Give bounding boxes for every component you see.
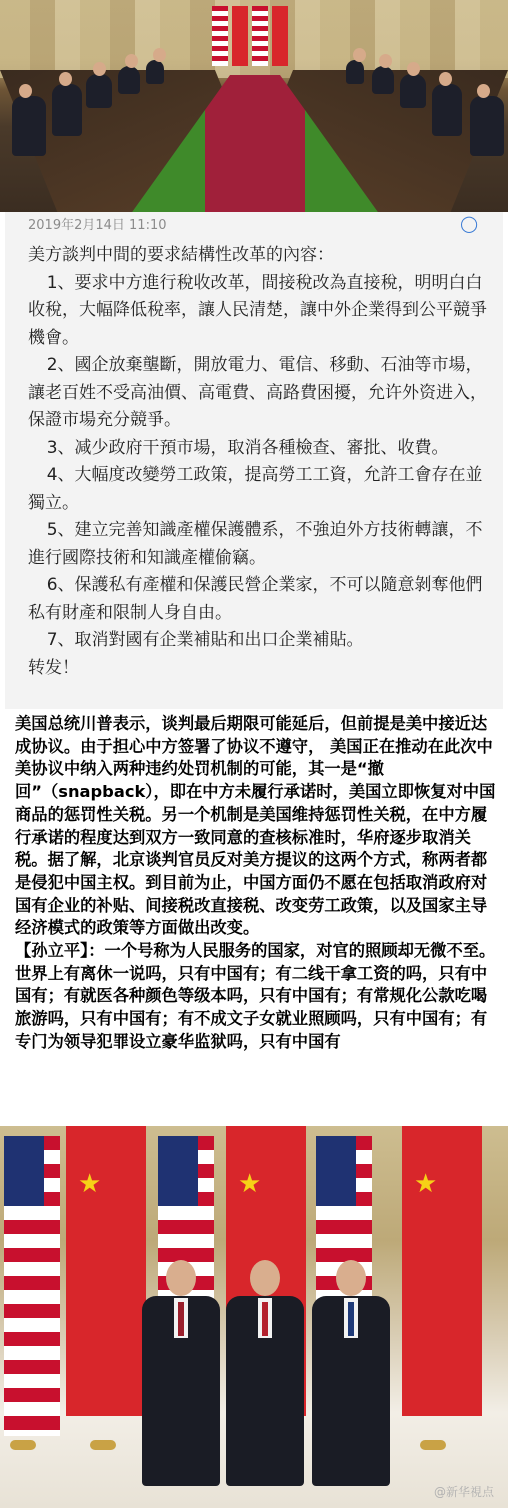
card-heading: 美方談判中間的要求結構性改革的內容： xyxy=(28,245,334,265)
delegate xyxy=(52,84,82,136)
flag-pole-base xyxy=(10,1440,36,1450)
china-flag: ★ xyxy=(402,1126,482,1416)
delegate xyxy=(118,66,140,94)
official xyxy=(226,1260,304,1490)
card-footer: 转发！ xyxy=(28,657,79,678)
demand-item: 3、减少政府干預市場，取消各種檢查、審批、收費。 xyxy=(46,437,449,458)
china-flag xyxy=(232,6,248,66)
delegate xyxy=(470,96,504,156)
flag-pole-base xyxy=(420,1440,446,1450)
china-flag xyxy=(272,6,288,66)
us-flag xyxy=(252,6,268,66)
delegate xyxy=(400,74,426,108)
post-timestamp: 2019年2月14日 11:10 xyxy=(28,218,167,233)
demand-item: 5、建立完善知識產權保護體系，不強迫外方技術轉讓，不進行國際技術和知識產權偷竊。 xyxy=(28,520,483,568)
demand-item: 4、大幅度改變勞工政策，提高勞工工資，允許工會存在並獨立。 xyxy=(28,465,483,513)
delegate xyxy=(432,84,462,136)
demand-item: 1、要求中方進行稅收改革，間接稅改為直接稅，明明白白收稅，大幅降低稅率，讓人民清楚，讓中外企業得到公平競爭機會。 xyxy=(28,272,487,348)
article-text xyxy=(15,713,500,1054)
official xyxy=(142,1260,220,1490)
delegate xyxy=(372,66,394,94)
us-flag xyxy=(4,1136,60,1436)
china-flag: ★ xyxy=(66,1126,146,1416)
demand-item: 7、取消對國有企業補貼和出口企業補貼。 xyxy=(46,630,364,650)
delegate xyxy=(12,96,46,156)
bottom-photo-officials xyxy=(0,1126,508,1508)
flag-pole-base xyxy=(90,1440,116,1450)
delegate xyxy=(86,74,112,108)
reform-demands-card xyxy=(5,212,503,709)
article-paragraph: 美国总统川普表示，谈判最后期限可能延后，但前提是美中接近达成协议。由于担心中方签署了协议不遵守， 美国正在推动在此次中美协议中纳入两种违约处罚机制的可能，其一是“撤回”（snapback），即在中方未履行承诺时，美国立即恢复对中国商品的惩罚性关税。另一个机制是美国维持惩罚性关税，在中方履行承诺的程度达到双方一致同意的查核标准时，华府逐步取消关税。据了解，北京谈判官员反对美方提议的这两个方式，称两者都是侵犯中国主权。到目前为止，中国方面仍不愿在包括取消政府对国有企业的补贴、间接税改直接税、改变劳工政策，以及国家主导经济模式的政策等方面做出改变。 xyxy=(15,714,496,938)
card-body xyxy=(28,242,498,682)
delegate xyxy=(146,60,164,84)
us-flag xyxy=(212,6,228,66)
china-flag: ★ xyxy=(226,1126,306,1416)
top-photo-negotiation xyxy=(0,0,508,212)
delegate xyxy=(346,60,364,84)
article-paragraph: 【孙立平】：一个号称为人民服务的国家，对官的照顾却无微不至。世界上有离休一说吗，只有中国有；有二线干拿工资的吗，只有中国有；有就医各种颜色等级本吗，只有中国有；有常规化公款吃喝旅游吗，只有中国有；有不成文子女就业照顾吗，只有中国有；有专门为领导犯罪设立豪华监狱吗，只有中国有 xyxy=(15,941,496,1051)
demand-item: 6、保護私有產權和保護民營企業家，不可以隨意剝奪他們私有財產和限制人身自由。 xyxy=(28,575,483,623)
bookmark-icon[interactable]: ◯ xyxy=(460,214,478,233)
demand-item: 2、國企放棄壟斷，開放電力、電信、移動、石油等市場，讓老百姓不受高油價、高電費、高路費困擾，允许外资进入，保證市場充分競爭。 xyxy=(28,355,487,430)
official xyxy=(312,1260,390,1490)
watermark: @新华視点 xyxy=(433,1485,494,1499)
